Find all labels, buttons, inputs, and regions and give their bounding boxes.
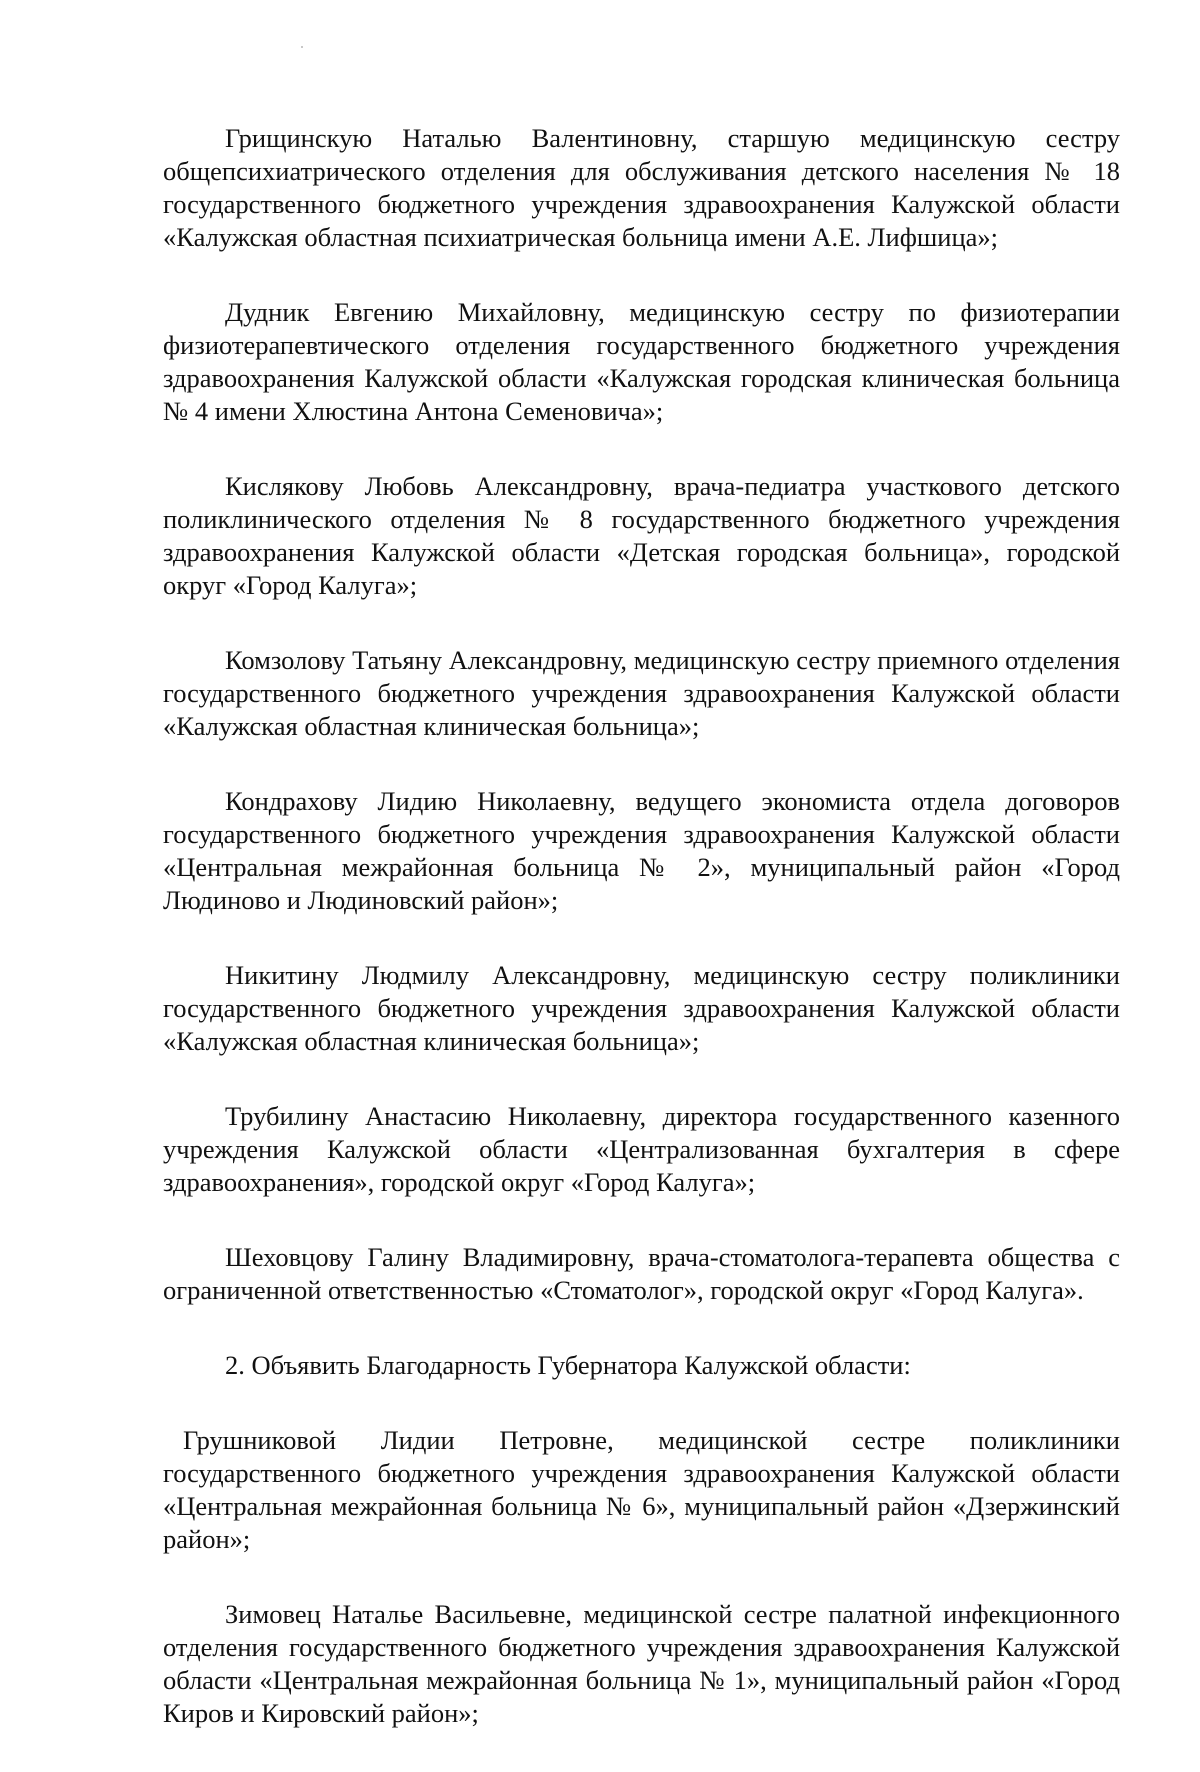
section-heading: 2. Объявить Благодарность Губернатора Калужской области: xyxy=(225,1350,911,1380)
award-paragraph-7: Трубилину Анастасию Николаевну, директора государственного казенного учреждения Калужской области «Централизованная бухгалтерия в сфере здравоохранения», городской округ «Город Калуга»; xyxy=(163,1101,1120,1197)
award-paragraph-5: Кондрахову Лидию Николаевну, ведущего экономиста отдела договоров государственного бюджетного учреждения здравоохранения Калужской области «Центральная межрайонная больница № 2», муниципальный район «Город Людиново и Людиновский район»; xyxy=(163,786,1120,915)
scan-speck xyxy=(301,46,303,48)
gratitude-paragraph-1: Грушниковой Лидии Петровне, медицинской сестре поликлиники государственного бюджетного учреждения здравоохранения Калужской области «Центральная межрайонная больница № 6», муниципальный район «Дзержинский район»; xyxy=(163,1425,1120,1554)
award-paragraph-3: Кислякову Любовь Александровну, врача-педиатра участкового детского поликлинического отделения № 8 государственного бюджетного учреждения здравоохранения Калужской области «Детская городская больница», городской округ «Город Калуга»; xyxy=(163,471,1120,600)
document-body xyxy=(163,122,1120,1772)
gratitude-paragraph-2: Зимовец Наталье Васильевне, медицинской сестре палатной инфекционного отделения государственного бюджетного учреждения здравоохранения Калужской области «Центральная межрайонная больница № 1», муниципальный район «Город Киров и Кировский район»; xyxy=(163,1599,1120,1728)
award-paragraph-2: Дудник Евгению Михайловну, медицинскую сестру по физиотерапии физиотерапевтического отделения государственного бюджетного учреждения здравоохранения Калужской области «Калужская городская клиническая больница № 4 имени Хлюстина Антона Семеновича»; xyxy=(163,297,1120,426)
award-paragraph-4: Комзолову Татьяну Александровну, медицинскую сестру приемного отделения государственного бюджетного учреждения здравоохранения Калужской области «Калужская областная клиническая больница»; xyxy=(163,645,1120,741)
award-paragraph-1: Грищинскую Наталью Валентиновну, старшую медицинскую сестру общепсихиатрического отделения для обслуживания детского населения № 18 государственного бюджетного учреждения здравоохранения Калужской области «Калужская областная психиатрическая больница имени А.Е. Лифшица»; xyxy=(163,123,1120,252)
award-paragraph-8: Шеховцову Галину Владимировну, врача-стоматолога-терапевта общества с ограниченной ответственностью «Стоматолог», городской округ «Город Калуга». xyxy=(163,1242,1120,1305)
award-paragraph-6: Никитину Людмилу Александровну, медицинскую сестру поликлиники государственного бюджетного учреждения здравоохранения Калужской области «Калужская областная клиническая больница»; xyxy=(163,960,1120,1056)
